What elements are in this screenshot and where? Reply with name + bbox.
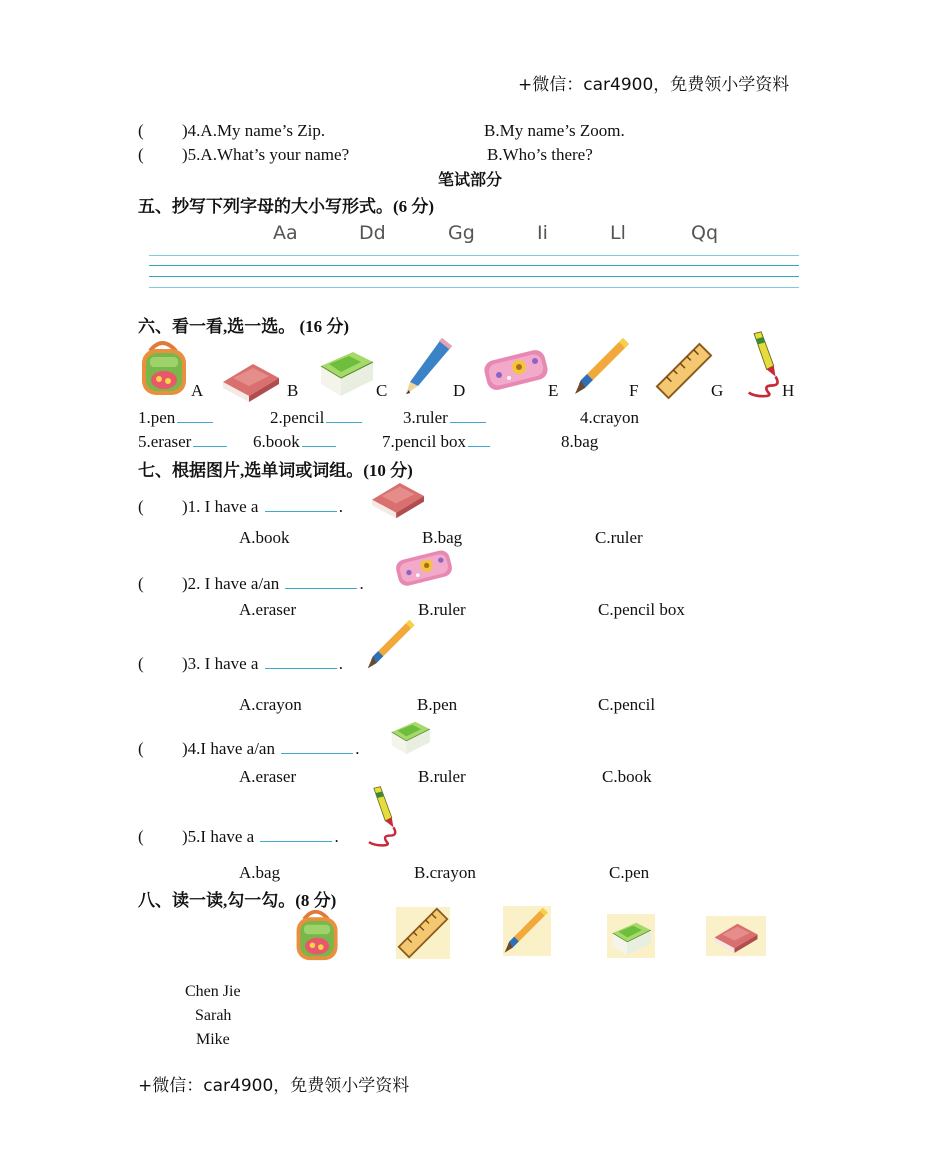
q3-option-a[interactable]: A.crayon [239,695,302,714]
name-mike: Mike [196,1031,230,1048]
listening-q4-paren: ( [138,121,144,140]
listening-q5-a: )5.A.What’s your name? [182,145,350,164]
sec6-item-7: 7.pencil box [382,432,492,452]
blank-1[interactable] [177,421,213,423]
q2-option-a[interactable]: A.eraser [239,600,297,619]
q4-answer-blank[interactable] [281,752,353,754]
ruler-icon [396,907,450,959]
sec7-q2: )2. I have a/an . [182,574,364,593]
name-chen-jie: Chen Jie [185,983,241,1000]
book-picture[interactable] [706,916,766,956]
blank-3[interactable] [450,421,486,423]
q4-option-a[interactable]: A.eraser [239,767,297,786]
book-icon [706,916,766,956]
listening-q4-a: )4.A.My name’s Zip. [182,121,326,140]
q5-option-c[interactable]: C.pen [609,863,650,882]
sec6-label-f: F [629,381,639,400]
eraser-icon [314,340,378,400]
q5-answer-blank[interactable] [260,840,332,842]
name-sarah: Sarah [195,1007,232,1024]
header-watermark: +微信：car4900，免费领小学资料 [518,75,790,95]
crayon-icon [742,330,784,398]
eraser-picture[interactable] [607,914,655,958]
q2-option-b[interactable]: B.ruler [418,600,466,619]
letter-gg: Gg [448,222,475,244]
sec7-q1: )1. I have a . [182,497,343,516]
listening-q5-b: B.Who’s there? [487,145,593,164]
q1-option-c[interactable]: C.ruler [595,528,643,547]
letter-ll: Ll [610,222,626,244]
sec6-item-3: 3.ruler [403,408,488,428]
footer-watermark: +微信：car4900，免费领小学资料 [138,1076,410,1096]
sec6-label-h: H [782,381,795,400]
blank-6[interactable] [302,445,336,447]
book-icon [366,470,430,522]
q4-option-b[interactable]: B.ruler [418,767,466,786]
blank-7[interactable] [468,445,490,447]
sec6-item-5: 5.eraser [138,432,229,452]
listening-q5-paren: ( [138,145,144,164]
sec7-q5-paren: ( [138,827,144,846]
writing-line-4[interactable] [149,287,799,288]
q1-option-b[interactable]: B.bag [422,528,463,547]
sec5-title: 五、抄写下列字母的大小写形式。(6 分) [138,197,435,216]
q1-answer-blank[interactable] [265,510,337,512]
bag-icon[interactable] [291,906,345,964]
q4-option-c[interactable]: C.book [602,767,652,786]
pencil-box-icon [388,546,460,592]
eraser-icon [607,914,655,958]
sec7-q3: )3. I have a . [182,654,343,673]
crayon-icon [362,785,402,847]
ruler-icon [655,342,713,400]
writing-line-2[interactable] [149,265,799,266]
sec6-item-4: 4.crayon [580,408,640,427]
sec7-q5: )5.I have a . [182,827,339,846]
pen-icon [366,618,418,672]
letter-dd: Dd [359,222,386,244]
sec7-q4-paren: ( [138,739,144,758]
q3-answer-blank[interactable] [265,667,337,669]
sec7-q2-paren: ( [138,574,144,593]
book-icon [218,350,284,406]
listening-q4-b: B.My name’s Zoom. [484,121,625,140]
q3-option-c[interactable]: C.pencil [598,695,656,714]
q3-option-b[interactable]: B.pen [417,695,458,714]
blank-2[interactable] [326,421,362,423]
letter-aa: Aa [273,222,298,244]
sec6-label-e: E [548,381,559,400]
letter-qq: Qq [691,222,719,244]
pencil-box-icon [480,345,552,397]
writing-line-1[interactable] [149,255,799,256]
sec7-q1-paren: ( [138,497,144,516]
q5-option-a[interactable]: A.bag [239,863,281,882]
letter-ii: Ii [537,222,548,244]
sec6-item-1: 1.pen [138,408,215,428]
q2-option-c[interactable]: C.pencil box [598,600,685,619]
sec7-q4: )4.I have a/an . [182,739,360,758]
sec6-title: 六、看一看,选一选。 (16 分) [138,317,350,336]
sec7-title: 七、根据图片,选单词或词组。(10 分) [138,461,413,480]
q2-answer-blank[interactable] [285,587,357,589]
sec6-item-8: 8.bag [561,432,599,451]
sec7-q3-paren: ( [138,654,144,673]
pencil-icon [402,336,456,398]
sec6-label-b: B [287,381,299,400]
q5-option-b[interactable]: B.crayon [414,863,476,882]
sec8-title: 八、读一读,勾一勾。(8 分) [138,891,337,910]
sec6-label-a: A [191,381,204,400]
ruler-picture[interactable] [396,907,450,959]
sec6-label-d: D [453,381,466,400]
pen-icon [503,906,551,956]
writing-line-3[interactable] [149,276,799,277]
sec6-item-6: 6.book [253,432,338,452]
eraser-icon [384,713,436,757]
sec6-label-c: C [376,381,388,400]
bag-icon [136,337,194,399]
pen-icon [573,336,633,398]
pen-picture[interactable] [503,906,551,956]
sec6-label-g: G [711,381,724,400]
q1-option-a[interactable]: A.book [239,528,290,547]
blank-5[interactable] [193,445,227,447]
written-section-title: 笔试部分 [438,170,503,189]
sec6-item-2: 2.pencil [270,408,364,428]
